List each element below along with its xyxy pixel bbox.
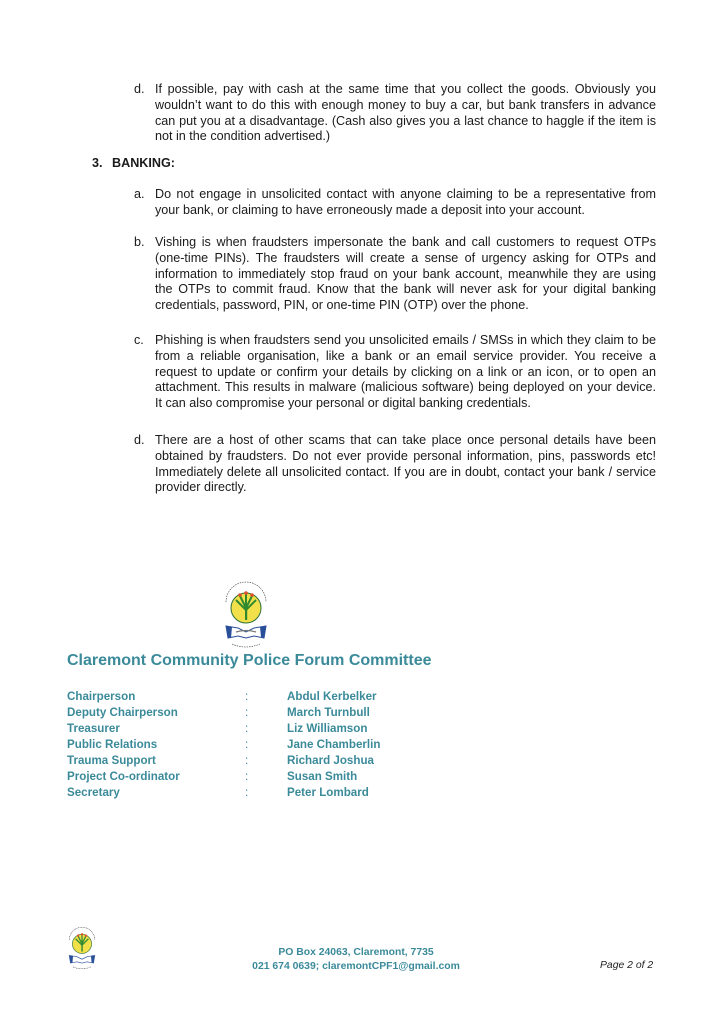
committee-name: Susan Smith (287, 770, 358, 783)
section-number: 3. (92, 156, 103, 170)
committee-role: Trauma Support (67, 754, 156, 767)
committee-role: Secretary (67, 786, 120, 799)
committee-name: Jane Chamberlin (287, 738, 381, 751)
footer-address-block (200, 946, 512, 974)
list-marker: d. (134, 433, 145, 447)
committee-role: Public Relations (67, 738, 158, 751)
committee-role: Chairperson (67, 690, 136, 703)
list-marker: c. (134, 333, 144, 347)
footer-contact: 021 674 0639; claremontCPF1@gmail.com (252, 961, 460, 972)
list-item-text: If possible, pay with cash at the same time that you collect the goods. Obviously you wouldn’t want to do this with enough money to buy a car, but bank transfers in advance can put you at a disadvantage. (Cash also gives you a last chance to haggle if the item is not in the condition advertised.) (155, 82, 656, 144)
separator: : (245, 786, 249, 799)
list-item-text: There are a host of other scams that can take place once personal details have been obtained by fraudsters. Do not ever provide personal information, pins, passwords etc! Immediately delete all unsolicited contact. If you are in doubt, contact your bank / service provider directly. (155, 433, 656, 495)
separator: : (245, 754, 249, 767)
separator: : (245, 722, 249, 735)
section-heading-banking (92, 156, 175, 170)
committee-title: Claremont Community Police Forum Committee (67, 652, 432, 669)
cpf-emblem-icon (218, 580, 274, 652)
cpf-logo (218, 580, 274, 652)
committee-name: Abdul Kerbelker (287, 690, 377, 703)
list-item-banking-b (134, 235, 656, 314)
list-marker: a. (134, 187, 145, 201)
committee-name: Peter Lombard (287, 786, 369, 799)
list-item-text: Do not engage in unsolicited contact with anyone claiming to be a representative from your bank, or claiming to have erroneously made a deposit into your account. (155, 187, 656, 217)
committee-role: Deputy Chairperson (67, 706, 178, 719)
list-item-banking-d (134, 433, 656, 496)
committee-name: March Turnbull (287, 706, 370, 719)
separator: : (245, 770, 249, 783)
page-number: Page 2 of 2 (600, 960, 654, 971)
separator: : (245, 690, 249, 703)
list-marker: b. (134, 235, 145, 249)
committee-name: Liz Williamson (287, 722, 368, 735)
section-title: BANKING: (112, 156, 175, 170)
list-item-banking-c (134, 333, 656, 412)
cpf-emblem-small-icon (64, 926, 100, 972)
committee-name: Richard Joshua (287, 754, 374, 767)
list-marker: d. (134, 82, 145, 96)
list-item-banking-a (134, 187, 656, 219)
footer-logo (64, 926, 100, 972)
separator: : (245, 738, 249, 751)
list-item-text: Phishing is when fraudsters send you unsolicited emails / SMSs in which they claim to be from a reliable organisation, like a bank or an email service provider. You receive a request to update or confirm your details by clicking on a link or an icon, or to open an attachment. This results in malware (malicious software) being deployed on your device. It can also compromise your personal or digital banking credentials. (155, 333, 656, 411)
list-item-text: Vishing is when fraudsters impersonate the bank and call customers to request OTPs (one-time PINs). The fraudsters will create a sense of urgency asking for OTPs and information to immediately stop fraud on your bank account, meanwhile they are using the OTPs to commit fraud. Know that the bank will never ask for your digital banking credentials, password, PIN, or one-time PIN (OTP) over the phone. (155, 235, 656, 313)
committee-role: Treasurer (67, 722, 120, 735)
footer-address: PO Box 24063, Claremont, 7735 (278, 947, 434, 958)
list-item-prev-d (134, 82, 656, 145)
committee-role: Project Co-ordinator (67, 770, 180, 783)
separator: : (245, 706, 249, 719)
